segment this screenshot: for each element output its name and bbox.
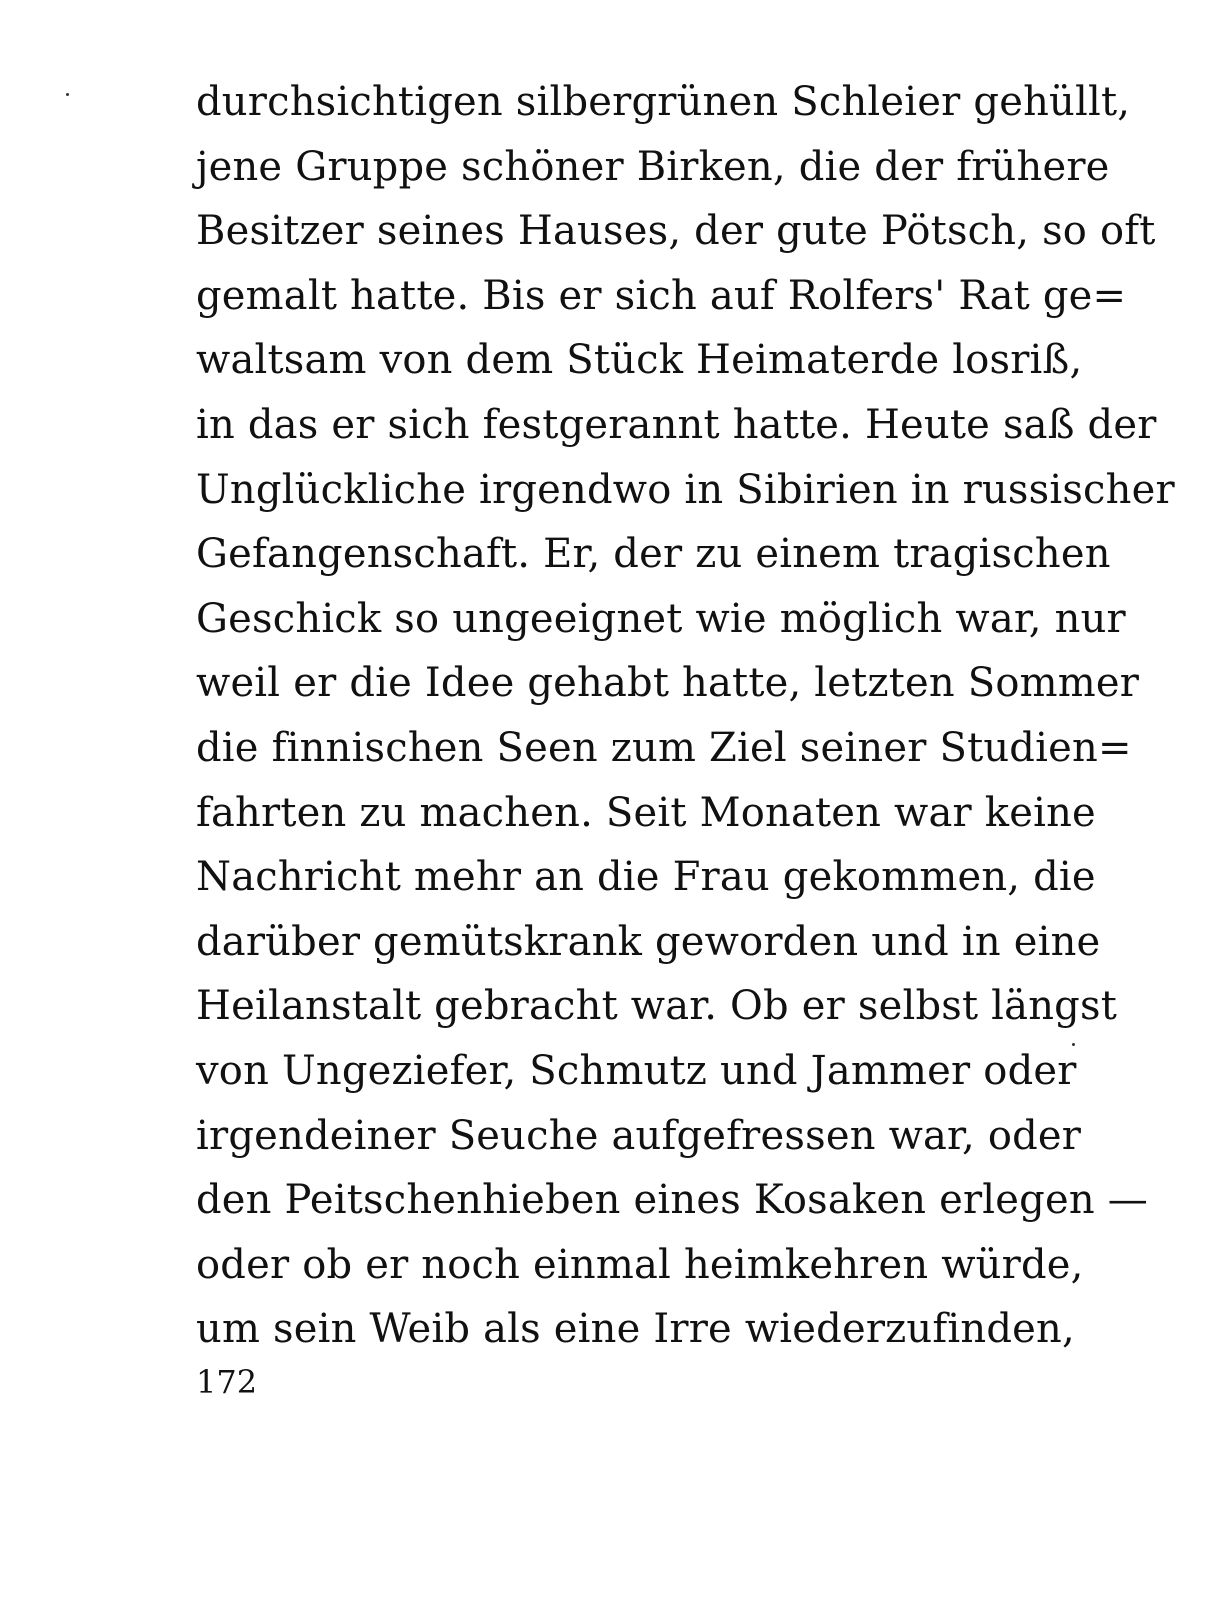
text-line: den Peitschenhieben eines Kosaken erlegen — [196,1177,1148,1224]
text-line: Besitzer seines Hauses, der gute Pötsch, so oft [196,208,1156,255]
text-line: gemalt hatte. Bis er sich auf Rolfers' Rat ge= [196,272,1127,319]
text-line: Unglückliche irgendwo in Sibirien in russischer [196,466,1175,513]
text-line: jene Gruppe schöner Birken, die der frühere [196,143,1110,190]
text-line: von Ungeziefer, Schmutz und Jammer oder [196,1047,1077,1094]
text-line: Heilanstalt gebracht war. Ob er selbst längst [196,983,1117,1030]
scan-speck [1072,1043,1075,1046]
text-line: weil er die Idee gehabt hatte, letzten Sommer [196,660,1140,707]
page-number: 172 [196,1363,258,1401]
text-line: fahrten zu machen. Seit Monaten war keine [196,789,1096,836]
body-text [196,70,1175,1362]
text-line: irgendeiner Seuche aufgefressen war, oder [196,1112,1082,1159]
text-line: oder ob er noch einmal heimkehren würde, [196,1241,1084,1288]
text-line: waltsam von dem Stück Heimaterde losriß, [196,337,1083,384]
text-line: Nachricht mehr an die Frau gekommen, die [196,854,1096,901]
scan-speck [66,93,69,96]
text-line: die finnischen Seen zum Ziel seiner Studien= [196,724,1132,771]
text-line: durchsichtigen silbergrünen Schleier gehüllt, [196,79,1131,125]
text-line: darüber gemütskrank geworden und in eine [196,918,1101,965]
text-line: in das er sich festgerannt hatte. Heute saß der [196,401,1157,448]
text-line: Gefangenschaft. Er, der zu einem tragischen [196,531,1111,578]
text-line: um sein Weib als eine Irre wiederzufinden, [196,1306,1075,1353]
text-line: Geschick so ungeeignet wie möglich war, nur [196,595,1126,642]
